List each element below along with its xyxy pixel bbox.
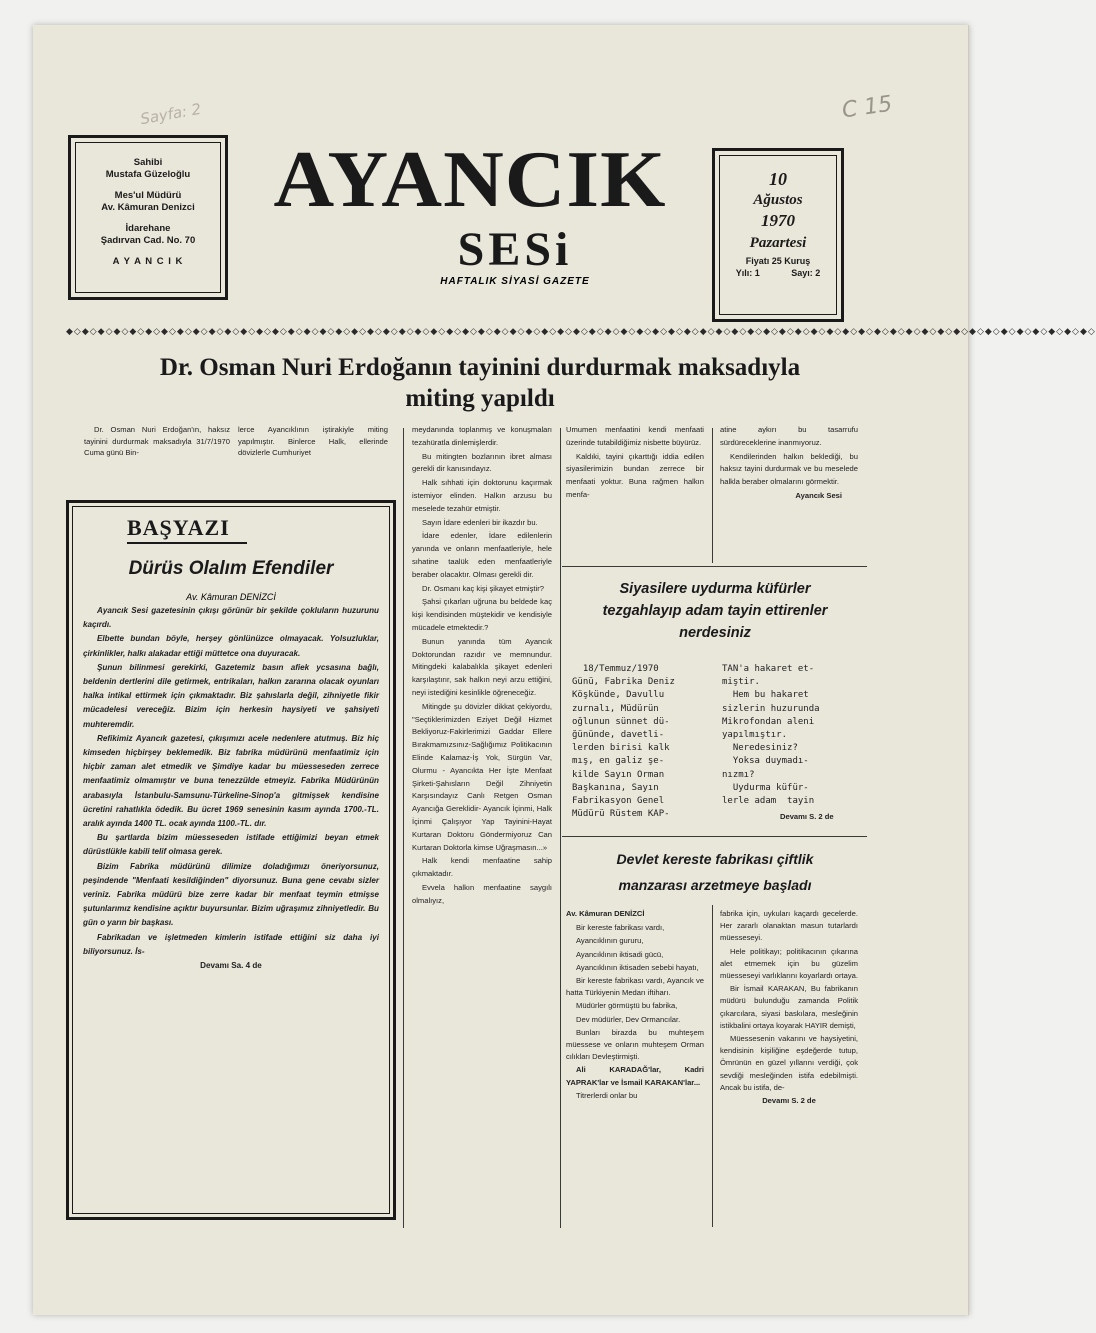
issue-number: Sayı: 2 [791,268,821,278]
miting-paragraph: Kendilerinden halkın beklediği, bu haksız tayini durdurmak ve bu meselede halkla beraber olmalarını görmektir. [720,451,858,487]
devlet-paragraph: Müdürler görmüştü bu fabrika, [576,1001,678,1011]
editorial-author: Av. Kâmuran DENİZCİ [186,592,276,602]
section-rule [562,836,867,837]
ornament-rule: ◆◇◆◇◆◇◆◇◆◇◆◇◆◇◆◇◆◇◆◇◆◇◆◇◆◇◆◇◆◇◆◇◆◇◆◇◆◇◆◇◆◇◆◇◆◇◆◇◆◇◆◇◆◇◆◇◆◇◆◇◆◇◆◇◆◇◆◇◆◇◆◇◆◇◆◇◆◇◆◇◆◇◆◇◆◇◆◇◆◇◆◇◆◇◆◇◆◇◆◇◆◇◆◇◆◇◆◇◆◇◆◇◆◇◆◇◆◇◆◇◆◇◆◇◆◇◆◇◆◇ [66,327,1096,337]
owner-name: Mustafa Güzeloğlu [105,169,191,180]
faded-stamp: Sayfa: 2 [138,99,203,129]
devlet-column-left [566,908,704,1103]
devlet-paragraph: Titrerlerdi onlar bu [576,1090,638,1100]
devlet-paragraph: Bir İsmail KARAKAN, Bu fabrikanın müdürü bulunduğu zamanda Politik çıkarcılara, siyasi baskılara, mesleğinin istikbalini ortaya koyarak HAYIR demişti, [720,984,858,1030]
editorial-paragraph: Bizim Fabrika müdürünü dilimize doladığımızı öneriyorsunuz, peşindende "Menfaati kesildiğinden" diyorsunuz. Buna gene cevabı sizler veriniz. Fabrika müdürü bize zerre kadar bir menfaat teymin etmişse şutunlarımız kendisine açıktır buyursunlar. Bizim uğraşımız zihniyetledir. Bu gün o yarın bir başkası. [83,861,379,928]
miting-column-4 [566,424,704,503]
devlet-paragraph: Hele politikayı; politikacının çıkarına alet etmemek için bu güzelim müesseseyi varlıklarını koyarlardı ortaya. [720,946,859,981]
column-rule [403,428,404,1228]
siyasi-title-line3: nerdesiniz [679,625,751,641]
devlet-paragraph: Ayancıklının iktisaden sebebi hayatı, [576,962,699,972]
editorial-section-title: BAŞYAZI [127,515,230,540]
editorial-body [83,604,379,973]
editorial-paragraph: Refikimiz Ayancık gazetesi, çıkışımızı acele nedenlere atutmuş. Biz hiç kimseden hiçbirşey beklemedik. Biz fabrika müdürünü menfaatimiz için hiçbir zaman alet etmedik ve Şimdiye kadar bu müesseseden zerrece menfaatimiz olmamıştır ve buna tenezzülde etmeyiz. Fabrika Müdürünün arabasıyla İstanbulu-Samsunu-Türkeline-Sinop'a gitmişsek kendisine ücretini rahatlıkla ödedik. Bu ücret 1969 senesinin kasım ayında 1700.-TL. aralık ayında 1400 TL. ocak ayında 1100.-TL. dır. [83,733,379,829]
section-rule [562,566,867,567]
siyasi-text-left: 18/Temmuz/1970 Günü, Fabrika Deniz Köşkünde, Davullu zurnalı, Müdürün oğlunun sünnet dü- ğününde, davetli- lerden birisi kalk mış, en galiz şe- kilde Sayın Orman Başkanına, Sayın Fabrikasyon Genel Müdürü Rüstem KAP- [572,664,675,820]
masthead-title: AYANCIK [273,134,667,225]
miting-paragraph: meydanında toplanmış ve konuşmaları tezahüratla dinlemişlerdir. [412,425,552,447]
editorial-paragraph: Ayancık Sesi gazetesinin çıkışı görünür bir şekilde çokluların huzurunu kaçırdı. [83,606,379,630]
devlet-continued: Devamı S. 2 de [762,1096,816,1106]
publisher-box [68,135,228,300]
miting-paragraph: Dr. Osmanı kaç kişi şikayet etmiştir? [422,583,544,593]
miting-paragraph: Bu mitingten bozlarının ibret alması gerekli dir kanısındayız. [412,451,552,474]
masthead-subtitle: SESi [457,223,573,276]
siyasi-text-right: TAN'a hakaret et- miştir. Hem bu hakaret sizlerin huzurunda Mikrofondan aleni yapılmıştır. Neredesiniz? Yoksa duymadı- nızmı? Uydurma küfür- lerle adam tayin [722,664,820,807]
office-label: İdarehane [125,223,171,234]
devlet-paragraph: Ayancıklının gururu, [576,936,644,946]
devlet-column-right [720,908,858,1107]
lead-text-1: Dr. Osman Nuri Erdoğan'ın, haksız tayinini durdurmak maksadıyla 31/7/1970 Cuma günü Bin- [84,425,230,458]
devlet-paragraph: Bunları birazda bu muhteşem müessese ve onların muhteşem Orman cılıkları Devleştirmişti. [566,1027,704,1062]
miting-paragraph: Sayın İdare edenleri bir ikazdır bu. [422,517,538,527]
miting-paragraph: Halk kendi menfaatine sahip çıkmaktadır. [412,856,552,879]
issue-day: 10 [769,169,787,189]
column-rule [712,428,713,563]
editorial-box [66,500,396,1220]
devlet-author: Av. Kâmuran DENİZCİ [566,909,645,918]
miting-paragraph: Halk sıhhati için doktorunu kaçırmak istemiyor elinden. Halkın arzusu bu meselede tezahür etmiştir. [412,478,552,513]
pencil-note: C 15 [840,91,894,124]
city-name: A Y A N C I K [112,256,184,267]
editorial-paragraph: Şunun bilinmesi gerekirki, Gazetemiz basın afiek ycsasına bağlı, beldenin dertlerini dile getirmek, entrikaları, halkın zararına olacak oyunları halka intikal ettirmek için çıkmaktadır. Biz şahıslarla değil, zihniyetle fikir mücadelesi vereceğiz. Bizim için herkesin haysiyeti ve şahsiyeti muhteremdir. [83,662,379,729]
miting-paragraph: Evvela halkın menfaatine saygılı olmalıyız, [412,882,552,905]
lead-col-1 [84,424,230,460]
owner-label: Sahibi [133,157,163,168]
headline-line1: Dr. Osman Nuri Erdoğanın tayinini durdurmak maksadıyla [159,354,801,381]
main-headline [40,352,920,414]
masthead-tagline: HAFTALIK SİYASİ GAZETE [440,276,590,287]
issue-weekday: Pazartesi [749,235,807,251]
siyasi-title-line2: tezgahlayıp adam tayin ettirenler [602,603,828,619]
miting-column [412,424,552,908]
miting-column-5 [720,424,858,503]
miting-paragraph: Mitingde şu dövizler dikkat çekiyordu, "Seçtiklerimizden Eziyet Değil Hizmet Bekliyoruz-Fakirlerimizi Gaddar Ellere Bırakmamızsınız-Sağlığımız Politikacının Elinde Kalamaz-İş Yok, Sürgün Var, Olurmu - Ayancıkta Her İşte Menfaat Şirketi-Şahısların Değil Zihniyetin Karşısındayız Canlı Retgen Osman Ayancığa Gereklidir- Ayancık İçinmi, Halk İçinmi Çalışıyor Yap Tayinini-Hayat Kurtaran Doktoru Göndermiyoruz Can Kurtaran Doktorla kimse Uğraşmasın...» [412,701,552,852]
date-box [712,148,844,322]
lead-col-2 [238,424,388,460]
devlet-paragraph: Ayancıklının iktisadi gücü, [576,949,664,959]
miting-paragraph: Kaldıki, tayini çıkarttığı iddia edilen siyasilerimizin bundan zerrece bir menfaati yoktur. Buna rağmen halkın menfa- [566,451,704,499]
devlet-paragraph: Bir kereste fabrikası vardı, [576,923,665,933]
issue-year: 1970 [761,211,795,230]
siyasi-continued: Devamı S. 2 de [780,812,834,821]
editorial-paragraph: Elbette bundan böyle, herşey gönlünüzce olmayacak. Yolsuzluklar, çirkinlikler, halkı alakadar ettiği müttetce ona duyuracak. [83,634,379,658]
miting-signature: Ayancık Sesi [795,490,842,500]
lead-text-2: lerce Ayancıklının iştirakiyle miting yapılmıştır. Binlerce Halk, ellerinde dövizlerle Cumhuriyet [238,425,388,458]
siyasi-title-line1: Siyasilere uydurma küfürler [619,581,811,597]
editorial-title-underline [127,542,247,544]
miting-paragraph: İdare edenler, İdare edilenlerin yanında ve onların menfaatleriyle, hele sıhatine taalük eden menfaatleriyle beraber olacaktır. Olması gerekli dir. [412,531,552,579]
masthead [255,134,685,287]
editorial-paragraph: Bu şartlarda bizim müesseseden istifade ettiğimizi beyan etmek dürüstlükle kabili telif olmasa gerek. [83,833,379,857]
devlet-paragraph: Müessesenin vakarını ve haysiyetini, kendisinin kişiliğine eşdeğerde tutup, Ömrünün en güzel yıllarını verdiği, çok sevdiği mesleğinden istifa edebilmişti. Ancak bu istifa, de- [720,1034,858,1092]
office-address: Şadırvan Cad. No. 70 [100,235,196,246]
devlet-paragraph: Dev müdürler, Dev Ormancılar. [576,1014,681,1024]
editorial-continued: Devamı Sa. 4 de [200,961,262,971]
miting-paragraph: Şahsi çıkarları uğruna bu beldede kaç kişi kendisinden müştekidir ve kendisiyle mücadele etmektedir.? [412,597,552,632]
miting-paragraph: atine aykırı bu tasarrufu sürdüreceklerine inanmıyoruz. [720,425,858,447]
devlet-paragraph: Bir kereste fabrikası vardı, Ayancık ve hatta Türkiyenin Medarı iftiharı. [566,976,704,998]
devlet-title-line1: Devlet kereste fabrikası çiftlik [616,851,814,867]
editor-name: Av. Kâmuran Denizci [101,202,195,213]
devlet-paragraph: Ali KARADAĞ'lar, Kadri YAPRAK'lar ve İsmail KARAKAN'lar... [566,1065,704,1087]
devlet-title-line2: manzarası arzetmeye başladı [618,877,812,893]
column-rule [560,428,561,1228]
issue-volume: Yılı: 1 [735,268,760,278]
miting-paragraph: Bunun yanında tüm Ayancık Doktorundan razıdır ve memnundur. Mitingdeki kalabalıkla şikayet edenleri karşılaştırır, sak halkın neyi arzu ettiğini, neyi istediğini kesinlikle öğreneceğiz. [412,636,552,697]
siyasi-headline [565,578,865,644]
devlet-headline [565,846,865,898]
issue-month: Ağustos [753,192,803,208]
editor-label: Mes'ul Müdürü [114,190,182,201]
issue-price: Fiyatı 25 Kuruş [745,256,811,266]
editorial-headline: Dürüs Olalım Efendiler [128,558,334,579]
headline-line2: miting yapıldı [405,385,555,412]
editorial-paragraph: Fabrikadan ve işletmeden kimlerin istifade ettiğini siz daha iyi biliyorsunuz. İs- [83,932,379,956]
miting-paragraph: Umumen menfaatini kendi menfaati üzerinde tutabildiğimiz nisbette büyürüz. [566,425,704,447]
column-rule [712,905,713,1227]
devlet-paragraph: fabrika için, uykuları kaçardı gecelerde. Her zararlı olanaktan masun tutarlardı müesseseyi. [720,909,858,943]
